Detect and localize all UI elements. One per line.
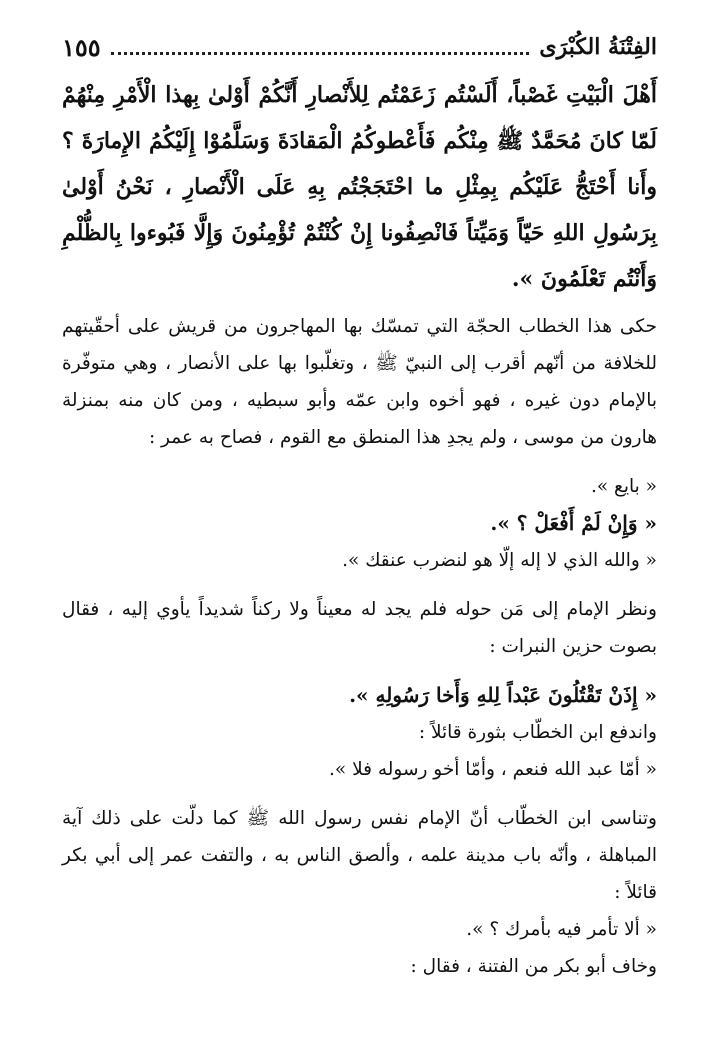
page-body (62, 72, 657, 985)
page-number: ١٥٥ (62, 32, 101, 62)
quoted-speech-paragraph: أَهْلَ الْبَيْتِ غَصْباً، أَلَسْتُم زَعَمْتُم لِلأَنْصارِ أَنَّكُمْ أَوْلىٰ بِهذا الْأَمْرِ مِنْهُمْ لَمّا كانَ مُحَمَّدٌ ﷺ مِنْكُم فَأَعْطوكُمُ الْمَقادَةَ وَسَلَّمُوْا إِلَيْكُمُ الإِمارَةَ ؟ وأَنا أَحْتَجُّ عَلَيْكُم بِمِثْلِ ما احْتَجَجْتُم بِهِ عَلَى الْأَنْصارِ ، نَحْنُ أَوْلىٰ بِرَسُولِ اللهِ حَيّاً وَمَيِّتاً فَانْصِفُونا إِنْ كُنْتُمْ تُؤْمِنُونَ وَإِلَّا فَبُوءوا بِالظُّلْمِ وَأَنْتُم تَعْلَمُونَ ». (62, 82, 657, 292)
dialogue-line: « وَإِنْ لَمْ أَفْعَلْ ؟ ». (490, 511, 657, 535)
dialogue-line: « أمّا عبد الله فنعم ، وأمّا أخو رسوله فلا ». (329, 759, 657, 780)
body-paragraph: واندفع ابن الخطّاب بثورة قائلاً : (418, 722, 657, 743)
body-paragraph: وتناسى ابن الخطّاب أنّ الإمام نفس رسول الله ﷺ كما دلّت على ذلك آية المباهلة ، وأنّه باب مدينة علمه ، وألصق الناس به ، والتفت عمر إلى أبي بكر قائلاً : (62, 808, 657, 903)
dialogue-line: « بايع ». (590, 476, 657, 497)
body-paragraph: حكى هذا الخطاب الحجّة التي تمسّك بها المهاجرون من قريش على أحقّيتهم للخلافة من أنّهم أقرب إلى النبيّ ﷺ ، وتغلّبوا بها على الأنصار ، وهي متوفّرة بالإمام دون غيره ، فهو أخوه وابن عمّه وأبو سبطيه ، ومن كان منه بمنزلة هارون من موسى ، ولم يجدِ هذا المنطق مع القوم ، فصاح به عمر : (62, 316, 657, 448)
header-dot-leader (111, 52, 530, 55)
running-title: الفِتْنَةُ الكُبْرَى (539, 34, 657, 60)
body-paragraph: ونظر الإمام إلى مَن حوله فلم يجد له معيناً ولا ركناً شديداً يأوي إليه ، فقال بصوت حزين النبرات : (62, 599, 657, 657)
dialogue-line: « والله الذي لا إله إلّا هو لنضرب عنقك ». (342, 550, 657, 571)
body-paragraph: وخاف أبو بكر من الفتنة ، فقال : (410, 956, 657, 977)
dialogue-line: « ألا تأمر فيه بأمرك ؟ ». (466, 919, 657, 940)
dialogue-line: « إِذَنْ تَقْتُلُونَ عَبْداً لِلهِ وَأَخا رَسُولِهِ ». (349, 683, 657, 707)
page-header (62, 28, 657, 66)
